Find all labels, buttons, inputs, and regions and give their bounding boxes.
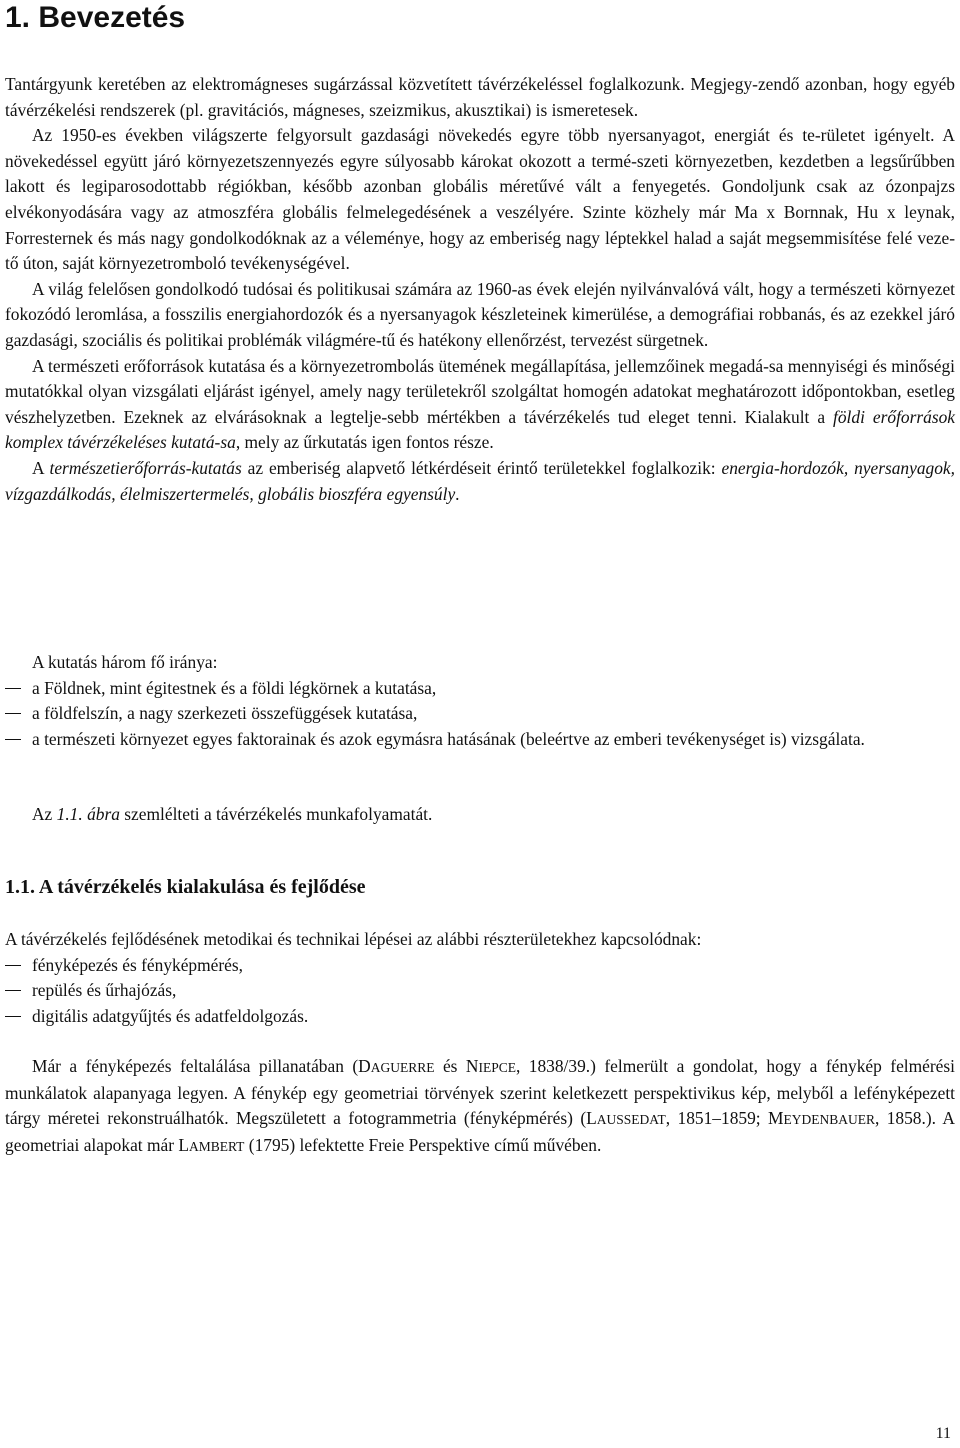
intro-paragraph-3: A világ felelősen gondolkodó tudósai és politikusai számára az 1960-as évek elején nyilvánvalóvá vált, hogy a természeti környezet fokozódó leromlása, a fosszilis energiahordozók és a nyersanyagok készleteinek kimerülése, a demográfiai robbanás, és az ezekkel járó gazdasági, szociális és politikai problémák világmére-tű és hatékony ellenőrzést, tervezést sürgetnek. [5,278,955,350]
text-run: , 1858.). A geometriai alapokat már L [5,1108,955,1155]
text-run: Az [32,804,57,824]
list-item: a természeti környezet egyes faktorainak és azok egymásra hatásának (beleértve az emberi tevékenységet is) vizsgálata. [5,727,955,753]
subfield-list [5,953,955,1030]
intro-paragraph-1: Tantárgyunk keretében az elektromágneses sugárzással közvetített távérzékeléssel foglalkozunk. Megjegy-zendő azonban, hogy egyéb távérzékelési rendszerek (pl. gravitációs, mágneses, szeizmikus, akusztikai) is ismeretesek. [5,74,955,120]
closing-paragraph [5,1054,955,1159]
list-item: fényképezés és fényképmérés, [5,953,955,979]
emphasis-text: földi erőforrások komplex távérzékeléses kutatá-sa [5,406,956,453]
small-caps-name: AMBERT [188,1138,245,1154]
intro-paragraph-5 [5,456,955,507]
text-run: Már a fényképezés feltalálása pillanatában (D [32,1056,371,1076]
list-item: a földfelszín, a nagy szerkezeti összefüggések kutatása, [5,701,955,727]
text-run: A természeti erőforrások kutatása és a környezetrombolás ütemének megállapítása, jellemzőinek megadá-sa mennyiségi és minőségi mutatókkal olyan vizsgálati eljárást igényel, amely nagy területekről szolgáltat homogén adatokat meghatározott időpontokban, esetleg vészhelyzetben. Ezeknek az elvárásoknak a legtelje-sebb mértékben a távérzékelés tud eleget tenni. Kialakult a [5,355,955,427]
text-run: A [32,457,50,478]
intro-section [5,72,955,507]
list-item: a Földnek, mint égitestnek és a földi légkörnek a kutatása, [5,676,955,702]
list-item: digitális adatgyűjtés és adatfeldolgozás. [5,1004,955,1030]
emphasis-text: természetierőforrás-kutatás [49,457,242,478]
text-run: , 1838/39.) felmerült a gondolat, hogy a fénykép felmérési munkálatok alapanyaga legyen. A fénykép egy geometriai törvények szerint keletkezett perspektivikus kép, melyből a lefényképezett tárgy méretei rekonstruálhatók. Megszületett a fotogrammetria (fényképmérés) (L [5,1056,955,1129]
section-heading: 1.1. A távérzékelés kialakulása és fejlődése [5,876,366,898]
research-list [5,676,955,753]
small-caps-name: EYDENBAUER [783,1112,875,1128]
text-run: , 1851–1859; M [665,1108,784,1129]
text-run: , mely az űrkutatás igen fontos része. [235,432,494,453]
history-paragraph [5,1054,955,1159]
emphasis-text: energia-hordozók, nyersanyagok, vízgazdálkodás, élelmiszertermelés, globális bioszféra egyensúly [5,457,956,504]
section-lead: A távérzékelés fejlődésének metodikai és technikai lépései az alábbi részterületekhez kapcsolódnak: [5,929,702,949]
small-caps-name: AGUERRE [370,1060,435,1075]
chapter-heading: 1. Bevezetés [5,1,186,34]
small-caps-name: IEPCE [478,1060,516,1075]
figure-link: 1.1. ábra [56,804,120,824]
figure-reference-text [5,802,955,828]
section-body [5,927,955,1029]
text-run: . [455,483,460,504]
text-run: szemlélteti a távérzékelés munkafolyamatát. [119,804,433,824]
text-run: és N [434,1056,479,1076]
research-directions [5,650,955,752]
list-item: repülés és űrhajózás, [5,978,955,1004]
text-run: (1795) lefektette Freie Perspektive című művében. [244,1134,602,1155]
intro-paragraph-4 [5,354,955,456]
small-caps-name: AUSSEDAT [596,1112,666,1128]
research-lead: A kutatás három fő iránya: [32,652,218,672]
intro-paragraph-2: Az 1950-es években világszerte felgyorsult gazdasági növekedés egyre több nyersanyagot, energiát és te-rületet igényelt. A növekedéssel együtt járó környezetszennyezés egyre súlyosabb károkat okozott a termé-szeti környezetben, kezdetben a legsűrűbben lakott és legiparosodottabb régiókban, később azonban globális méretűvé vált a fenyegetés. Gondoljunk csak az ózonpajzs elvékonyodására vagy az atmoszféra globális felmelegedésének a veszélyére. Szinte közhely már Ma x Bornnak, Hu x leynak, Forresternek és más nagy gondolkodóknak az a véleménye, hogy az emberiség nagy léptekkel halad a saját megsemmisítése felé veze-tő úton, saját környezetromboló tevékenységével. [5,125,955,274]
text-run: az emberiség alapvető létkérdéseit érintő területekkel foglalkozik: [241,457,722,478]
figure-reference [5,802,955,828]
page-number: 11 [935,1425,951,1442]
